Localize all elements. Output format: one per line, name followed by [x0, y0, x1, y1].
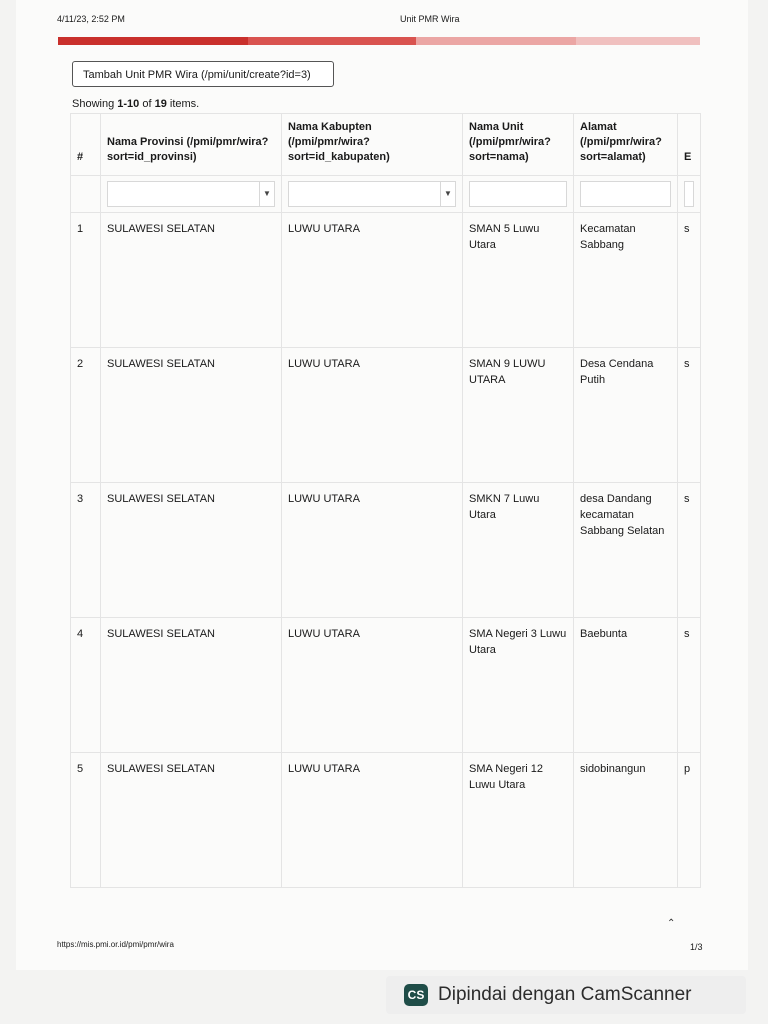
- row-unit: SMA Negeri 12 Luwu Utara: [463, 753, 574, 888]
- header-bar-segment: [576, 37, 700, 45]
- camscanner-badge: [386, 976, 746, 1014]
- caret-down-icon: ▼: [440, 182, 455, 206]
- row-kabupaten: LUWU UTARA: [282, 348, 463, 483]
- row-number: 5: [71, 753, 101, 888]
- page-number: 1/3: [690, 942, 703, 952]
- table-header-row: [71, 114, 701, 176]
- row-provinsi: SULAWESI SELATAN: [101, 618, 282, 753]
- alamat-filter-input[interactable]: [580, 181, 671, 207]
- row-unit: SMAN 9 LUWU UTARA: [463, 348, 574, 483]
- row-number: 3: [71, 483, 101, 618]
- row-e: s: [678, 348, 701, 483]
- col-header-unit[interactable]: Nama Unit (/pmi/pmr/wira?sort=nama): [463, 114, 574, 176]
- footer-url: https://mis.pmi.or.id/pmi/pmr/wira: [57, 940, 174, 949]
- header-bar-segment: [416, 37, 576, 45]
- caret-up-icon[interactable]: ⌃: [667, 918, 676, 929]
- row-kabupaten: LUWU UTARA: [282, 618, 463, 753]
- page-title: Unit PMR Wira: [400, 14, 460, 24]
- table-row: [71, 483, 701, 618]
- table-row: [71, 348, 701, 483]
- units-table: [70, 113, 701, 888]
- row-number: 2: [71, 348, 101, 483]
- col-header-e[interactable]: E: [678, 114, 701, 176]
- row-kabupaten: LUWU UTARA: [282, 213, 463, 348]
- camscanner-logo: CS: [404, 984, 428, 1006]
- row-alamat: Kecamatan Sabbang: [574, 213, 678, 348]
- summary-total: 19: [154, 98, 167, 110]
- header-bar-segment: [58, 37, 248, 45]
- row-alamat: Desa Cendana Putih: [574, 348, 678, 483]
- table-row: [71, 753, 701, 888]
- caret-down-icon: ▼: [259, 182, 274, 206]
- row-unit: SMA Negeri 3 Luwu Utara: [463, 618, 574, 753]
- col-header-number: #: [71, 114, 101, 176]
- row-alamat: sidobinangun: [574, 753, 678, 888]
- row-provinsi: SULAWESI SELATAN: [101, 753, 282, 888]
- row-kabupaten: LUWU UTARA: [282, 753, 463, 888]
- row-e: s: [678, 618, 701, 753]
- col-header-provinsi[interactable]: Nama Provinsi (/pmi/pmr/wira?sort=id_provinsi): [101, 114, 282, 176]
- summary-suffix: items.: [166, 98, 200, 110]
- table-row: [71, 618, 701, 753]
- print-datetime: 4/11/23, 2:52 PM: [57, 14, 125, 24]
- provinsi-filter-select[interactable]: [107, 181, 275, 207]
- row-alamat: Baebunta: [574, 618, 678, 753]
- filter-cell-empty: [71, 176, 101, 213]
- row-unit: SMAN 5 Luwu Utara: [463, 213, 574, 348]
- row-unit: SMKN 7 Luwu Utara: [463, 483, 574, 618]
- table-row: [71, 213, 701, 348]
- col-header-kabupaten[interactable]: Nama Kabupten (/pmi/pmr/wira?sort=id_kabupaten): [282, 114, 463, 176]
- kabupaten-filter-select[interactable]: [288, 181, 456, 207]
- add-unit-button[interactable]: Tambah Unit PMR Wira (/pmi/unit/create?id=3): [72, 61, 334, 87]
- header-bar-segment: [248, 37, 416, 45]
- filter-row: [71, 176, 701, 213]
- e-filter-input[interactable]: [684, 181, 694, 207]
- summary-range: 1-10: [117, 98, 140, 110]
- row-e: s: [678, 213, 701, 348]
- col-header-alamat[interactable]: Alamat (/pmi/pmr/wira?sort=alamat): [574, 114, 678, 176]
- row-provinsi: SULAWESI SELATAN: [101, 483, 282, 618]
- unit-filter-input[interactable]: [469, 181, 567, 207]
- summary-prefix: Showing: [72, 98, 118, 110]
- row-provinsi: SULAWESI SELATAN: [101, 348, 282, 483]
- row-e: p: [678, 753, 701, 888]
- row-alamat: desa Dandang kecamatan Sabbang Selatan: [574, 483, 678, 618]
- row-provinsi: SULAWESI SELATAN: [101, 213, 282, 348]
- row-kabupaten: LUWU UTARA: [282, 483, 463, 618]
- camscanner-text: Dipindai dengan CamScanner: [438, 984, 692, 1005]
- row-e: s: [678, 483, 701, 618]
- row-number: 4: [71, 618, 101, 753]
- items-summary: [72, 98, 199, 110]
- row-number: 1: [71, 213, 101, 348]
- summary-middle: of: [139, 98, 155, 110]
